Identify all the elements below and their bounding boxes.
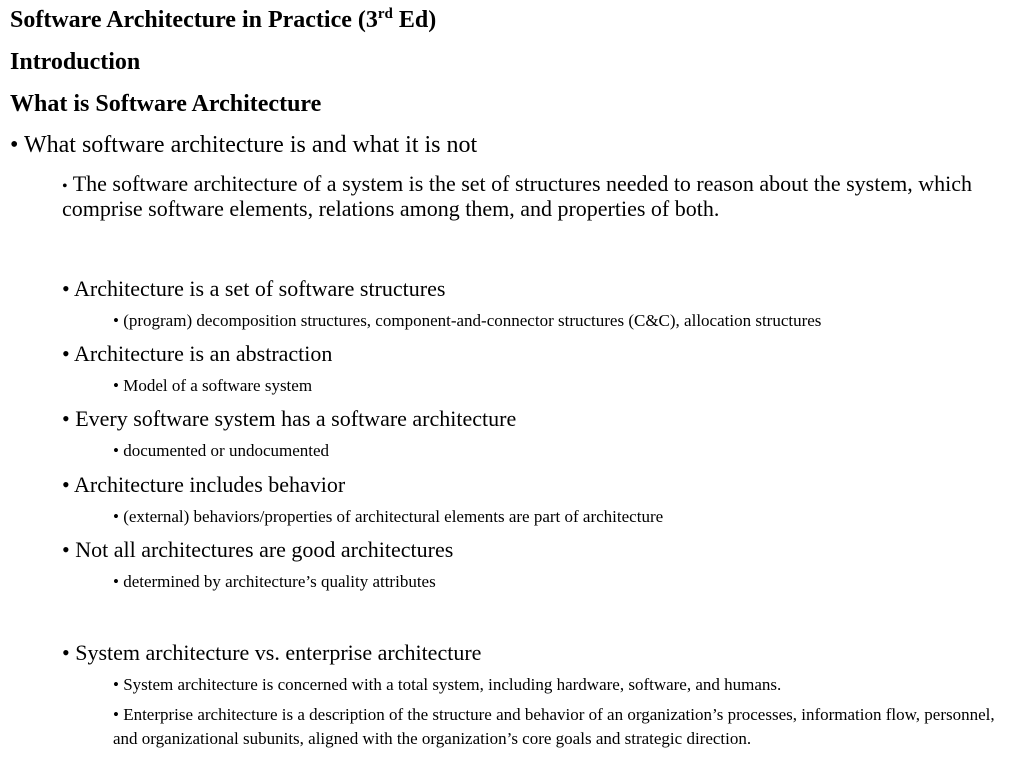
bullet: • <box>62 276 70 301</box>
point-structures-detail <box>113 311 821 331</box>
bullet: • <box>113 507 119 526</box>
bullet: • <box>62 640 70 665</box>
bullet: • <box>62 178 68 195</box>
document-title <box>10 7 436 35</box>
system-architecture-detail <box>113 675 781 695</box>
point-every-system <box>62 406 516 431</box>
point-detail: (program) decomposition structures, component-and-connector structures (C&C), allocation structures <box>123 311 822 330</box>
point-every-system-detail <box>113 441 329 461</box>
point-detail: documented or undocumented <box>123 441 330 460</box>
main-point-text: What software architecture is and what it is not <box>23 132 478 158</box>
section-heading: What is Software Architecture <box>10 91 322 117</box>
bullet: • <box>113 675 119 694</box>
point-behavior-detail <box>113 507 663 527</box>
point-detail: (external) behaviors/properties of architectural elements are part of architecture <box>123 507 664 526</box>
point-behavior <box>62 472 345 497</box>
point-detail: determined by architecture’s quality attributes <box>123 572 436 591</box>
bullet: • <box>113 441 119 460</box>
bullet: • <box>62 472 70 497</box>
chapter-heading: Introduction <box>10 49 141 75</box>
point-label: Not all architectures are good architectures <box>75 537 454 562</box>
point-detail: Enterprise architecture is a description of the structure and behavior of an organization’s processes, information flow, personnel, and organizational subunits, aligned with the organization’s core goals and strategic direction. <box>113 705 995 748</box>
bullet: • <box>62 341 70 366</box>
bullet: • <box>113 376 119 395</box>
enterprise-architecture-detail <box>113 703 1018 751</box>
point-system-vs-enterprise <box>62 640 481 665</box>
bullet: • <box>113 572 119 591</box>
definition-text: The software architecture of a system is the set of structures needed to reason about the system, which comprise software elements, relations among them, and properties of both. <box>62 171 972 222</box>
point-label: Architecture is a set of software structures <box>74 276 446 301</box>
point-label: System architecture vs. enterprise architecture <box>75 640 482 665</box>
point-abstraction <box>62 341 332 366</box>
definition <box>62 171 992 222</box>
bullet: • <box>113 705 119 724</box>
bullet: • <box>62 406 70 431</box>
title-main: Software Architecture in Practice (3 <box>10 7 378 33</box>
point-label: Architecture includes behavior <box>74 472 346 497</box>
point-label: Every software system has a software architecture <box>75 406 517 431</box>
title-end: Ed) <box>392 7 437 33</box>
point-good-architectures <box>62 537 453 562</box>
point-structures <box>62 276 445 301</box>
point-detail: System architecture is concerned with a total system, including hardware, software, and humans. <box>123 675 782 694</box>
point-label: Architecture is an abstraction <box>74 341 333 366</box>
title-superscript: rd <box>377 6 393 22</box>
bullet: • <box>62 537 70 562</box>
bullet: • <box>113 311 119 330</box>
bullet: • <box>10 132 19 158</box>
point-good-architectures-detail <box>113 572 436 592</box>
point-abstraction-detail <box>113 376 312 396</box>
main-point <box>10 132 477 160</box>
point-detail: Model of a software system <box>123 376 313 395</box>
